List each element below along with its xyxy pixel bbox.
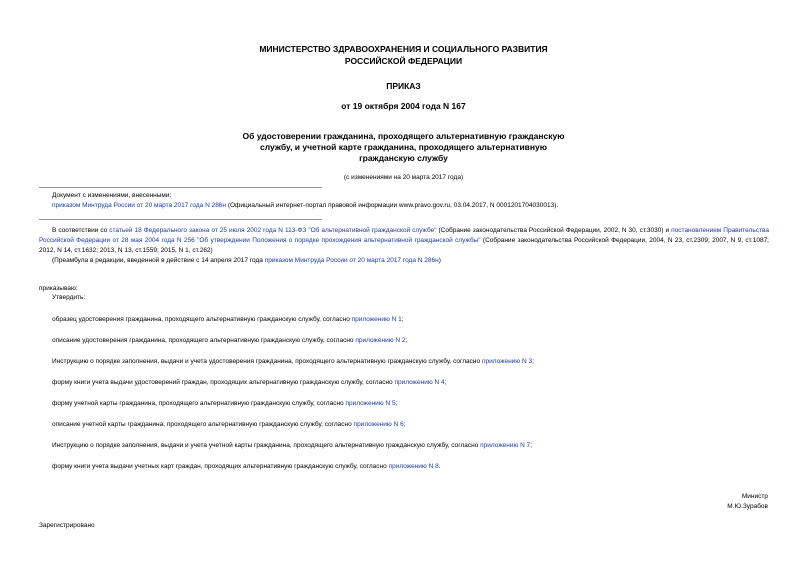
preamble-note — [52, 257, 441, 264]
signatory-name: М.Ю.Зурабов — [727, 503, 768, 510]
approved-item — [52, 442, 532, 449]
approved-item — [52, 337, 407, 344]
approved-item — [52, 463, 441, 470]
order-word: приказываю: — [39, 285, 78, 292]
change-note-source-text: (Официальный интернет-портал правовой информации www.pravo.gov.ru, 03.04.2017, N 0001201704030013). — [226, 202, 559, 209]
appendix-link[interactable]: приложению N 6 — [353, 421, 404, 428]
appendix-link[interactable]: приложению N 4 — [394, 379, 445, 386]
item-text: описание учетной карты гражданина, проходящего альтернативную гражданскую службу, согласно — [52, 421, 354, 428]
appendix-link[interactable]: приложению N 3 — [481, 358, 533, 365]
basis-text-1: В соответствии со — [52, 227, 110, 234]
document-subject — [0, 131, 807, 164]
approved-item — [52, 421, 406, 428]
approved-item — [52, 379, 446, 386]
basis-paragraph — [39, 226, 769, 256]
government-decree-link[interactable]: постановлением Правительства Российской Федерации от 28 мая 2004 года N 256 "Об утверждении Положения о порядке прохождения альтернативной гражданской службы" — [39, 227, 769, 244]
divider-top — [39, 187, 322, 188]
preamble-amending-link[interactable]: приказом Минтруда России от 20 марта 2017 года N 286н — [264, 257, 439, 264]
appendix-link[interactable]: приложению N 8 — [388, 463, 439, 470]
item-end: ; — [401, 316, 404, 323]
document-type: ПРИКАЗ — [386, 81, 421, 91]
appendix-link[interactable]: приложению N 2 — [355, 337, 406, 344]
item-text: образец удостоверения гражданина, проходящего альтернативную гражданскую службу, согласно — [52, 316, 352, 323]
item-text: форму книги учета выдачи удостоверений граждан, проходящих альтернативную гражданскую службу, согласно — [52, 379, 395, 386]
revision-note: (с изменениями на 20 марта 2017 года) — [343, 174, 464, 181]
subject-line-1: Об удостоверении гражданина, проходящего альтернативную гражданскую — [242, 131, 565, 141]
amending-order-link[interactable]: приказом Минтруда России от 20 марта 2017 года N 286н — [52, 202, 227, 209]
change-note-label: Документ с изменениями, внесенными: — [52, 192, 172, 199]
subject-line-2: службу, и учетной карте гражданина, проходящего альтернативную — [259, 142, 548, 152]
item-text: описание удостоверения гражданина, проходящего альтернативную гражданскую службу, согласно — [52, 337, 356, 344]
item-end: ; — [405, 337, 408, 344]
registration-note: Зарегистрировано — [39, 522, 95, 529]
item-end: ; — [395, 400, 398, 407]
ministry-line-2: РОССИЙСКОЙ ФЕДЕРАЦИИ — [344, 55, 463, 66]
subject-line-3: гражданскую службу — [359, 153, 448, 163]
item-end: ; — [532, 358, 534, 365]
preamble-text-2: ) — [438, 257, 441, 264]
document-date-number: от 19 октября 2004 года N 167 — [341, 101, 466, 111]
item-end: ; — [530, 442, 533, 449]
basis-text-2: (Собрание законодательства Российской Федерации, 2002, N 30, ст.3030) и — [436, 227, 672, 234]
basis-text-3: (Собрание законодательства Российской Федерации, 2004, N 23, ст.2309; 2007, N 9, ст.1087; 2012, N 14, ст.1632; 2013, N 13, ст.1559; 2015, N 1, ст.262) — [39, 237, 769, 254]
item-end: ; — [444, 379, 447, 386]
divider-bottom — [39, 219, 322, 220]
ministry-heading — [0, 44, 807, 67]
ministry-line-1: МИНИСТЕРСТВО ЗДРАВООХРАНЕНИЯ И СОЦИАЛЬНОГО РАЗВИТИЯ — [259, 44, 548, 54]
federal-law-link[interactable]: статьей 18 Федерального закона от 25 июля 2002 года N 113-ФЗ "Об альтернативной гражданской службе" — [109, 227, 437, 234]
approve-word: Утвердить: — [52, 294, 86, 301]
appendix-link[interactable]: приложению N 1 — [351, 316, 402, 323]
item-text: Инструкцию о порядке заполнения, выдачи и учета удостоверения гражданина, проходящего альтернативную гражданскую службу, согласно — [52, 358, 482, 365]
item-end: . — [438, 463, 441, 470]
approved-item — [52, 400, 397, 407]
appendix-link[interactable]: приложению N 5 — [345, 400, 396, 407]
preamble-text-1: (Преамбула в редакции, введенной в действие с 14 апреля 2017 года — [52, 257, 265, 264]
item-text: Инструкцию о порядке заполнения, выдачи и учета учетной карты гражданина, проходящего альтернативную гражданскую службу, согласно — [52, 442, 481, 449]
approved-item — [52, 316, 404, 323]
approved-item — [52, 358, 534, 365]
change-note-source — [52, 201, 558, 210]
item-end: ; — [403, 421, 406, 428]
item-text: форму учетной карты гражданина, проходящего альтернативную гражданскую службу, согласно — [52, 400, 346, 407]
appendix-link[interactable]: приложению N 7 — [480, 442, 531, 449]
item-text: форму книги учета выдачи учетных карт граждан, проходящих альтернативную гражданскую службу, согласно — [52, 463, 389, 470]
signatory-title: Министр — [741, 493, 768, 500]
